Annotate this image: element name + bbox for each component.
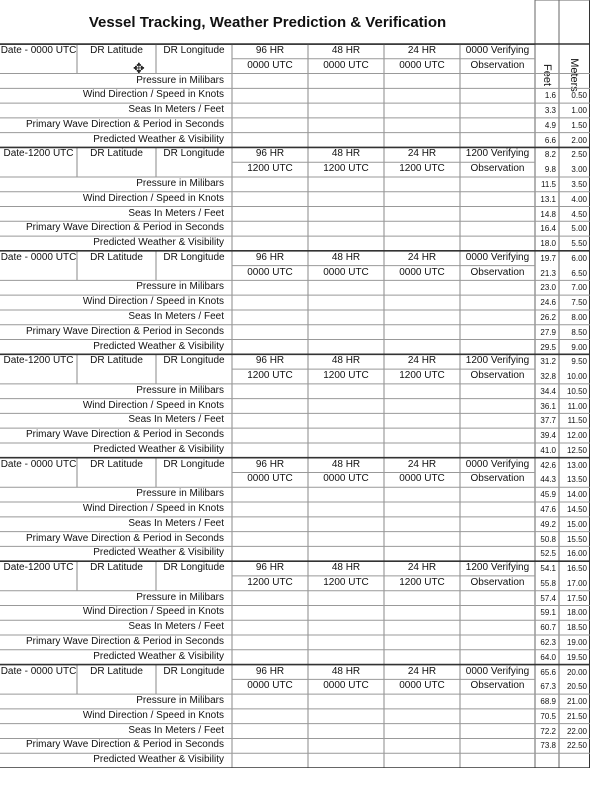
- meters-value: 5.00: [571, 224, 587, 234]
- feet-value: 59.1: [540, 608, 556, 618]
- forecast-48hr-time: 0000 UTC: [323, 473, 369, 485]
- parameter-label: Seas In Meters / Feet: [128, 104, 224, 116]
- verifying-header: 0000 Verifying: [465, 458, 530, 470]
- dr-longitude-header: DR Longitude: [163, 251, 225, 263]
- meters-value: 2.00: [571, 135, 587, 145]
- parameter-label: Wind Direction / Speed in Knots: [82, 399, 224, 411]
- feet-value: 4.9: [544, 120, 556, 130]
- verifying-header: 0000 Verifying: [465, 45, 530, 56]
- feet-value: 8.2: [544, 150, 556, 160]
- forecast-24hr-header: 24 HR: [407, 458, 437, 470]
- feet-value: 70.5: [540, 711, 556, 721]
- meters-value: 6.50: [571, 268, 587, 278]
- feet-value: 34.4: [540, 386, 556, 396]
- forecast-96hr-header: 96 HR: [255, 562, 285, 574]
- forecast-96hr-time: 1200 UTC: [247, 576, 293, 588]
- feet-value: 36.1: [540, 401, 556, 411]
- parameter-label: Seas In Meters / Feet: [128, 517, 224, 529]
- meters-value: 6.00: [571, 253, 587, 263]
- forecast-48hr-time: 0000 UTC: [323, 59, 369, 71]
- observation-header: Observation: [470, 473, 525, 485]
- feet-value: 37.7: [540, 416, 556, 426]
- forecast-48hr-header: 48 HR: [331, 458, 361, 470]
- forecast-24hr-time: 1200 UTC: [399, 576, 445, 588]
- meters-value: 4.50: [571, 209, 587, 219]
- feet-value: 6.6: [544, 135, 556, 145]
- parameter-label: Predicted Weather & Visibility: [93, 237, 224, 249]
- forecast-96hr-time: 1200 UTC: [247, 163, 293, 175]
- meters-value: 0.50: [571, 91, 587, 101]
- feet-value: 26.2: [540, 312, 556, 322]
- forecast-24hr-header: 24 HR: [407, 562, 437, 574]
- feet-value: 32.8: [540, 372, 556, 382]
- observation-header: Observation: [470, 59, 525, 71]
- verifying-header: 0000 Verifying: [465, 251, 530, 263]
- feet-value: 14.8: [540, 209, 556, 219]
- feet-value: 19.7: [540, 253, 556, 263]
- meters-value: 10.00: [566, 372, 587, 382]
- forecast-48hr-header: 48 HR: [331, 148, 361, 160]
- meters-value: 11.50: [567, 416, 587, 426]
- move-cursor-icon: ✥: [133, 60, 145, 76]
- feet-value: 31.2: [540, 357, 556, 367]
- meters-value: 15.50: [566, 534, 587, 544]
- sheet-title: Vessel Tracking, Weather Prediction & Verification: [0, 0, 535, 45]
- forecast-24hr-time: 1200 UTC: [399, 163, 445, 175]
- feet-value: 67.3: [540, 682, 556, 692]
- forecast-48hr-time: 0000 UTC: [323, 266, 369, 278]
- feet-value: 60.7: [540, 623, 556, 633]
- feet-value: 27.9: [540, 327, 556, 337]
- forecast-96hr-header: 96 HR: [255, 45, 285, 56]
- parameter-label: Pressure in Milibars: [136, 488, 224, 500]
- parameter-label: Seas In Meters / Feet: [128, 414, 224, 426]
- parameter-label: Predicted Weather & Visibility: [93, 443, 224, 455]
- observation-header: Observation: [470, 370, 525, 382]
- meters-value: 16.00: [566, 549, 587, 559]
- feet-value: 16.4: [540, 224, 556, 234]
- forecast-24hr-header: 24 HR: [407, 251, 437, 263]
- feet-value: 39.4: [540, 431, 556, 441]
- feet-value: 64.0: [540, 652, 556, 662]
- forecast-48hr-header: 48 HR: [331, 665, 361, 677]
- feet-value: 65.6: [540, 667, 556, 677]
- feet-value: 57.4: [540, 593, 556, 603]
- date-header: Date-1200 UTC: [3, 562, 74, 574]
- feet-value: 24.6: [540, 298, 556, 308]
- meters-value: 22.00: [566, 726, 587, 736]
- meters-value: 19.00: [566, 638, 587, 648]
- meters-value: 8.50: [571, 327, 587, 337]
- meters-value: 13.50: [566, 475, 587, 485]
- feet-value: 23.0: [540, 283, 556, 293]
- observation-header: Observation: [470, 576, 525, 588]
- dr-latitude-header: DR Latitude: [90, 458, 143, 470]
- dr-latitude-header: DR Latitude: [90, 251, 143, 263]
- feet-value: 54.1: [540, 564, 556, 574]
- forecast-24hr-time: 0000 UTC: [399, 266, 445, 278]
- parameter-label: Predicted Weather & Visibility: [93, 547, 224, 559]
- parameter-label: Predicted Weather & Visibility: [93, 650, 224, 662]
- meters-value: 10.50: [566, 386, 587, 396]
- feet-value: 3.3: [544, 106, 556, 116]
- dr-longitude-header: DR Longitude: [163, 45, 225, 56]
- parameter-label: Pressure in Milibars: [136, 281, 224, 293]
- forecast-96hr-time: 0000 UTC: [247, 473, 293, 485]
- meters-value: 9.00: [571, 342, 587, 352]
- parameter-label: Pressure in Milibars: [136, 384, 224, 396]
- meters-value: 20.50: [566, 682, 587, 692]
- verifying-header: 1200 Verifying: [465, 562, 530, 574]
- forecast-48hr-header: 48 HR: [331, 355, 361, 367]
- parameter-label: Seas In Meters / Feet: [128, 621, 224, 633]
- forecast-96hr-header: 96 HR: [255, 251, 285, 263]
- feet-header-text: Feet: [540, 63, 553, 87]
- feet-value: 41.0: [540, 445, 556, 455]
- feet-value: 29.5: [540, 342, 556, 352]
- date-header: Date - 0000 UTC: [0, 45, 77, 56]
- parameter-label: Pressure in Milibars: [136, 695, 224, 707]
- dr-longitude-header: DR Longitude: [163, 562, 225, 574]
- forecast-48hr-time: 1200 UTC: [323, 576, 369, 588]
- forecast-96hr-header: 96 HR: [255, 665, 285, 677]
- meters-value: 13.00: [566, 460, 587, 470]
- meters-value: 14.00: [566, 490, 587, 500]
- parameter-label: Seas In Meters / Feet: [128, 724, 224, 736]
- forecast-96hr-header: 96 HR: [255, 148, 285, 160]
- forecast-96hr-header: 96 HR: [255, 458, 285, 470]
- dr-latitude-header: DR Latitude: [90, 665, 143, 677]
- dr-latitude-header: DR Latitude: [90, 355, 143, 367]
- verifying-header: 1200 Verifying: [465, 148, 530, 160]
- forecast-48hr-header: 48 HR: [331, 562, 361, 574]
- parameter-label: Wind Direction / Speed in Knots: [82, 89, 224, 101]
- forecast-96hr-time: 0000 UTC: [247, 266, 293, 278]
- meters-value: 19.50: [566, 652, 587, 662]
- meters-value: 4.00: [571, 194, 587, 204]
- observation-header: Observation: [470, 163, 525, 175]
- forecast-24hr-header: 24 HR: [407, 665, 437, 677]
- forecast-96hr-time: 1200 UTC: [247, 370, 293, 382]
- verifying-header: 0000 Verifying: [465, 665, 530, 677]
- meters-value: 3.50: [571, 179, 587, 189]
- meters-value: 22.50: [566, 741, 587, 751]
- forecast-24hr-time: 1200 UTC: [399, 370, 445, 382]
- parameter-label: Wind Direction / Speed in Knots: [82, 503, 224, 515]
- meters-value: 14.50: [566, 505, 587, 515]
- dr-longitude-header: DR Longitude: [163, 355, 225, 367]
- date-header: Date - 0000 UTC: [0, 251, 77, 263]
- parameter-label: Primary Wave Direction & Period in Seconds: [25, 739, 224, 751]
- forecast-24hr-time: 0000 UTC: [399, 680, 445, 692]
- parameter-label: Seas In Meters / Feet: [128, 310, 224, 322]
- meters-value: 21.50: [566, 711, 587, 721]
- parameter-label: Wind Direction / Speed in Knots: [82, 709, 224, 721]
- feet-value: 50.8: [540, 534, 556, 544]
- dr-latitude-header: DR Latitude: [90, 562, 143, 574]
- date-header: Date-1200 UTC: [3, 148, 74, 160]
- feet-value: 47.6: [540, 505, 556, 515]
- meters-value: 8.00: [571, 312, 587, 322]
- parameter-label: Wind Direction / Speed in Knots: [82, 606, 224, 618]
- meters-value: 16.50: [566, 564, 587, 574]
- feet-value: 55.8: [540, 578, 556, 588]
- meters-value: 2.50: [571, 150, 587, 160]
- meters-value: 7.50: [571, 298, 587, 308]
- parameter-label: Primary Wave Direction & Period in Seconds: [25, 532, 224, 544]
- feet-value: 49.2: [540, 519, 556, 529]
- parameter-label: Seas In Meters / Feet: [128, 207, 224, 219]
- meters-value: 20.00: [566, 667, 587, 677]
- feet-value: 9.8: [544, 165, 556, 175]
- parameter-label: Primary Wave Direction & Period in Seconds: [25, 118, 224, 130]
- parameter-label: Primary Wave Direction & Period in Seconds: [25, 636, 224, 648]
- meters-value: 5.50: [571, 239, 587, 249]
- meters-header-text: Meters: [568, 58, 580, 92]
- parameter-label: Primary Wave Direction & Period in Seconds: [25, 222, 224, 234]
- parameter-label: Pressure in Milibars: [136, 74, 224, 86]
- forecast-24hr-header: 24 HR: [407, 355, 437, 367]
- dr-latitude-header: DR Latitude: [90, 148, 143, 160]
- parameter-label: Predicted Weather & Visibility: [93, 133, 224, 145]
- meters-value: 11.00: [567, 401, 587, 411]
- feet-value: 73.8: [540, 741, 556, 751]
- meters-value: 21.00: [566, 697, 587, 707]
- feet-value: 45.9: [540, 490, 556, 500]
- feet-value: 21.3: [540, 268, 556, 278]
- date-header: Date-1200 UTC: [3, 355, 74, 367]
- feet-value: 44.3: [540, 475, 556, 485]
- feet-value: 42.6: [540, 460, 556, 470]
- dr-longitude-header: DR Longitude: [163, 148, 225, 160]
- parameter-label: Predicted Weather & Visibility: [93, 754, 224, 766]
- observation-header: Observation: [470, 680, 525, 692]
- feet-value: 52.5: [540, 549, 556, 559]
- meters-value: 12.50: [566, 445, 587, 455]
- feet-value: 18.0: [540, 239, 556, 249]
- feet-value: 62.3: [540, 638, 556, 648]
- meters-value: 1.00: [571, 106, 587, 116]
- forecast-48hr-time: 1200 UTC: [323, 163, 369, 175]
- meters-value: 17.50: [566, 593, 587, 603]
- dr-latitude-header: DR Latitude: [90, 45, 143, 56]
- meters-value: 18.50: [566, 623, 587, 633]
- date-header: Date - 0000 UTC: [0, 458, 77, 470]
- dr-longitude-header: DR Longitude: [163, 665, 225, 677]
- forecast-24hr-time: 0000 UTC: [399, 59, 445, 71]
- parameter-label: Primary Wave Direction & Period in Seconds: [25, 429, 224, 441]
- feet-value: 68.9: [540, 697, 556, 707]
- feet-value: 11.5: [541, 179, 556, 189]
- forecast-48hr-time: 1200 UTC: [323, 370, 369, 382]
- forecast-96hr-time: 0000 UTC: [247, 59, 293, 71]
- parameter-label: Pressure in Milibars: [136, 591, 224, 603]
- date-header: Date - 0000 UTC: [0, 665, 77, 677]
- forecast-48hr-header: 48 HR: [331, 45, 361, 56]
- forecast-24hr-header: 24 HR: [407, 45, 437, 56]
- parameter-label: Predicted Weather & Visibility: [93, 340, 224, 352]
- observation-header: Observation: [470, 266, 525, 278]
- verifying-header: 1200 Verifying: [465, 355, 530, 367]
- feet-value: 72.2: [540, 726, 556, 736]
- meters-value: 12.00: [566, 431, 587, 441]
- meters-value: 3.00: [571, 165, 587, 175]
- feet-value: 1.6: [544, 91, 556, 101]
- dr-longitude-header: DR Longitude: [163, 458, 225, 470]
- feet-value: 13.1: [540, 194, 556, 204]
- parameter-label: Wind Direction / Speed in Knots: [82, 192, 224, 204]
- meters-value: 1.50: [571, 120, 587, 130]
- forecast-96hr-time: 0000 UTC: [247, 680, 293, 692]
- forecast-48hr-time: 0000 UTC: [323, 680, 369, 692]
- meters-value: 17.00: [566, 578, 587, 588]
- meters-value: 9.50: [571, 357, 587, 367]
- forecast-24hr-time: 0000 UTC: [399, 473, 445, 485]
- meters-value: 15.00: [566, 519, 587, 529]
- parameter-label: Wind Direction / Speed in Knots: [82, 296, 224, 308]
- meters-value: 7.00: [571, 283, 587, 293]
- forecast-96hr-header: 96 HR: [255, 355, 285, 367]
- parameter-label: Primary Wave Direction & Period in Seconds: [25, 325, 224, 337]
- forecast-24hr-header: 24 HR: [407, 148, 437, 160]
- parameter-label: Pressure in Milibars: [136, 177, 224, 189]
- meters-value: 18.00: [566, 608, 587, 618]
- forecast-48hr-header: 48 HR: [331, 251, 361, 263]
